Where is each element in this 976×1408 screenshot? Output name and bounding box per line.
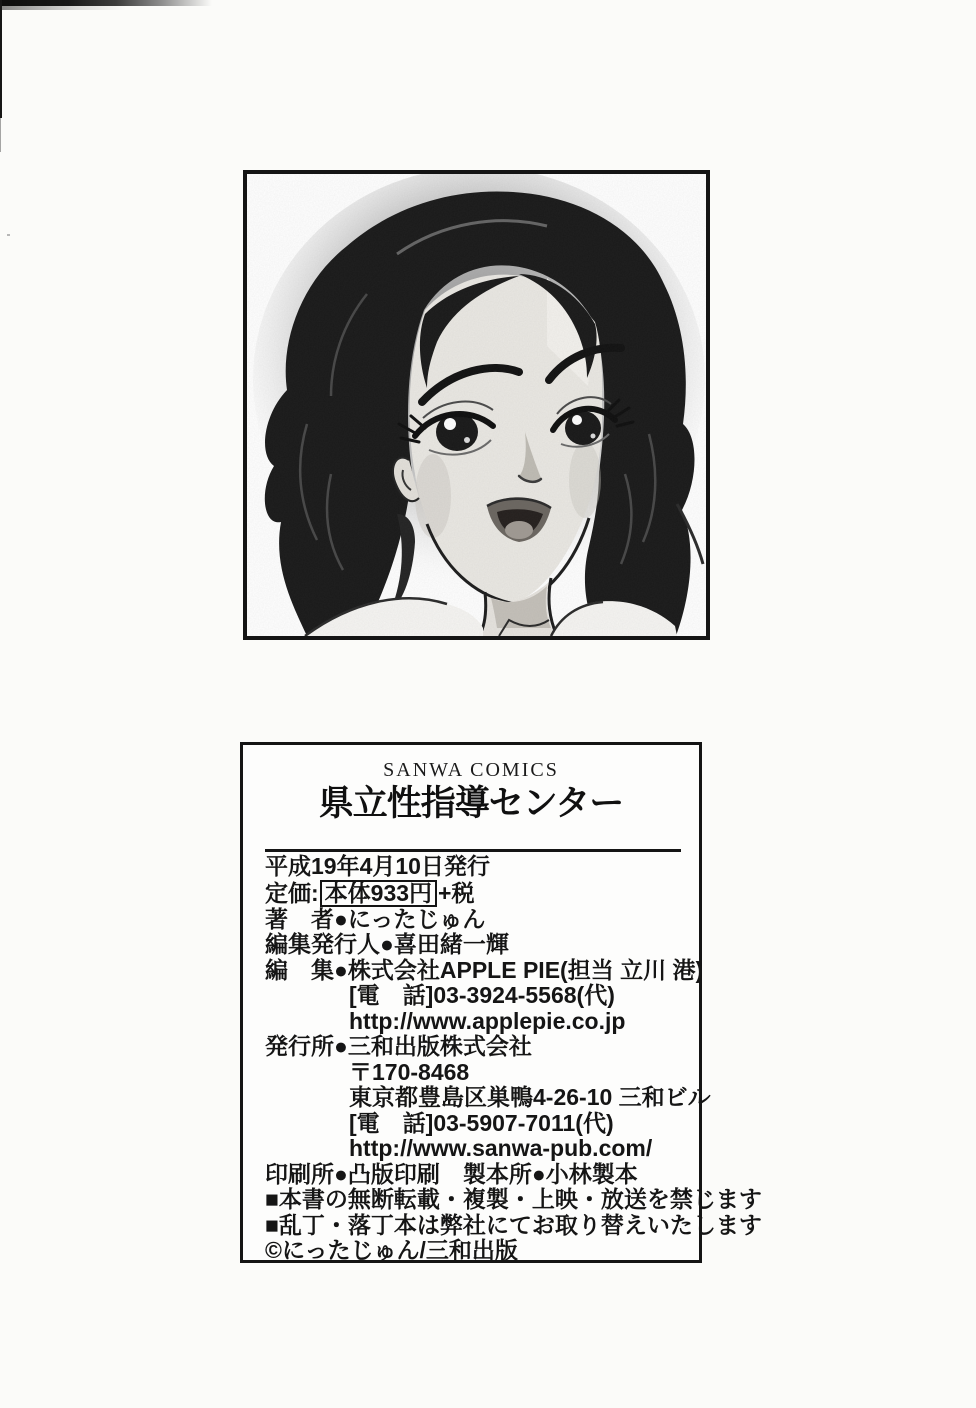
address-line: 東京都豊島区巣鴨4-26-10 三和ビル — [349, 1084, 711, 1110]
colophon-box — [240, 742, 762, 1263]
woman-portrait-illustration — [247, 174, 706, 636]
copyright-line: ©にったじゅん/三和出版 — [265, 1237, 518, 1263]
printer-binder-line: 印刷所●凸版印刷 製本所●小林製本 — [265, 1160, 638, 1187]
scan-artifact-left-edge-line — [0, 0, 2, 118]
editing-phone-line: [電 話]03-3924-5568(代) — [349, 982, 615, 1008]
price-boxed-value: 本体933円 — [320, 880, 437, 907]
defective-copy-notice-line: ■乱丁・落丁本は弊社にてお取り替えいたします — [265, 1211, 762, 1238]
price-line — [243, 880, 699, 907]
editor-in-chief-line: 編集発行人●喜田緒一輝 — [265, 931, 509, 957]
colophon-lines — [243, 853, 762, 1264]
book-title: 県立性指導センター — [318, 784, 624, 823]
publish-date-line: 平成19年4月10日発行 — [265, 853, 490, 879]
editing-url-line: http://www.applepie.co.jp — [349, 1007, 626, 1034]
publisher-url-line: http://www.sanwa-pub.com/ — [349, 1135, 653, 1161]
price-prefix: 定価: — [265, 879, 319, 906]
title-divider-rule — [265, 849, 681, 852]
publisher-line: 発行所●三和出版株式会社 — [265, 1033, 532, 1059]
scan-artifact-left-edge-line-2 — [0, 118, 1, 152]
portrait-panel — [243, 170, 710, 640]
publisher-phone-line: [電 話]03-5907-7011(代) — [349, 1109, 614, 1136]
editing-company-line: 編 集●株式会社APPLE PIE(担当 立川 港) — [265, 956, 704, 983]
postal-code-line: 〒170-8468 — [349, 1058, 470, 1085]
scan-artifact-top-smudge-2 — [0, 6, 126, 10]
brand-label: SANWA COMICS — [383, 759, 559, 781]
author-line: 著 者●にったじゅん — [265, 905, 486, 932]
reproduction-notice-line: ■本書の無断転載・複製・上映・放送を禁じます — [265, 1186, 762, 1212]
scan-artifact-speck — [7, 234, 10, 236]
price-suffix: +税 — [438, 879, 475, 906]
